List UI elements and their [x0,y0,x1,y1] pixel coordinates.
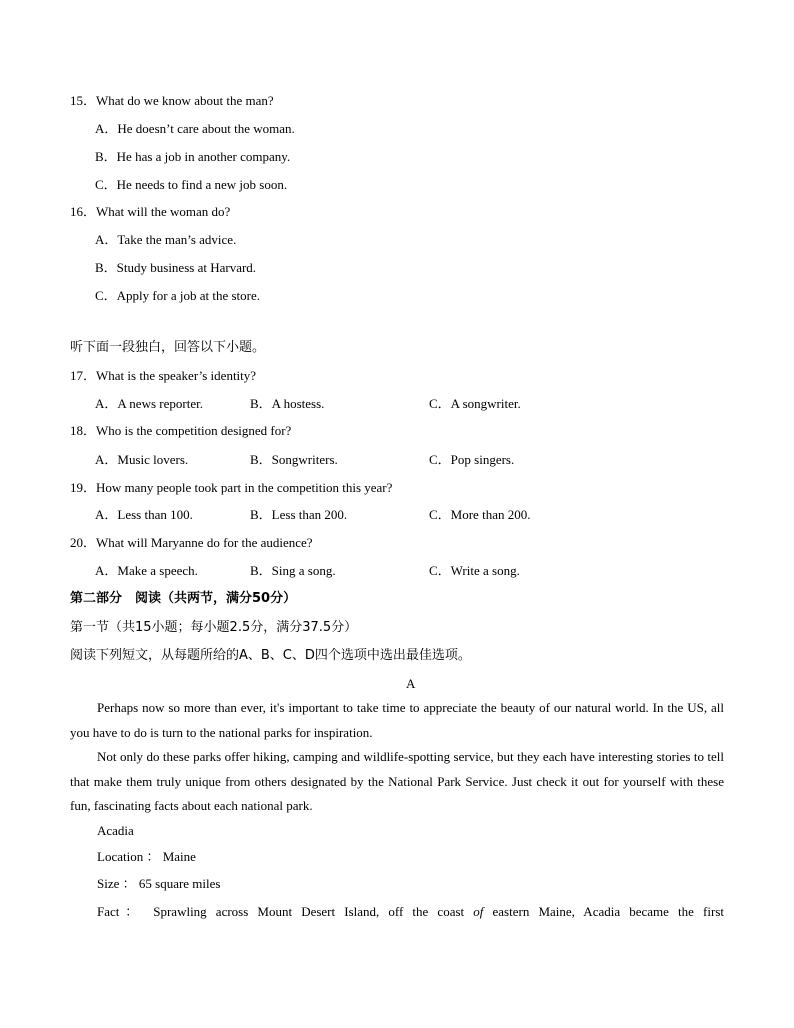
park-location: Location ： Maine [97,849,196,864]
question-16: 16．What will the woman do? [70,204,231,219]
option-17a: A．A news reporter. [95,396,203,411]
option-17b: B．A hostess. [250,396,325,411]
park-name: Acadia [97,823,134,838]
option-19c: C．More than 200. [429,507,531,522]
paragraph-2: Not only do these parks offer hiking, camping and wildlife-spotting service, but they each have interesting stories to tell that make them truly unique from others designated by the National Park Service. Just check it out for yourself with these fun, fascinating facts about each national park. [70,749,724,813]
park-fact [97,900,724,924]
reading-instruction: 阅读下列短文，从每题所给的A、B、C、D四个选项中选出最佳选项。 [70,648,471,663]
option-20b: B．Sing a song. [250,563,336,578]
option-17c: C．A songwriter. [429,396,521,411]
option-16b: B．Study business at Harvard. [95,260,257,275]
passage-label: A [406,676,416,691]
park-fact-italic: of [473,904,484,919]
question-20: 20．What will Maryanne do for the audience? [70,535,313,550]
paragraph-1: Perhaps now so more than ever, it's important to take time to appreciate the beauty of our natural world. In the US, all you have to do is turn to the national parks for inspiration. [70,700,724,740]
question-17: 17．What is the speaker’s identity? [70,368,257,383]
option-16a: A．Take the man’s advice. [95,232,237,247]
park-fact-start: Fact： Sprawling across Mount Desert Island, off the coast [97,904,474,919]
option-18c: C．Pop singers. [429,452,515,467]
option-19b: B．Less than 200. [250,507,348,522]
option-20a: A．Make a speech. [95,563,198,578]
option-18a: A．Music lovers. [95,452,189,467]
question-19: 19．How many people took part in the competition this year? [70,480,393,495]
option-15b: B．He has a job in another company. [95,149,291,164]
park-fact-end: eastern Maine, Acadia became the first [483,904,724,919]
passage-body [70,696,724,819]
question-15: 15．What do we know about the man? [70,93,274,108]
option-15a: A．He doesn’t care about the woman. [95,121,295,136]
section-heading: 第二部分 阅读（共两节，满分50分） [70,591,297,606]
option-16c: C．Apply for a job at the store. [95,288,260,303]
section-subheading: 第一节（共15小题；每小题2.5分，满分37.5分） [70,620,358,635]
option-20c: C．Write a song. [429,563,520,578]
option-15c: C．He needs to find a new job soon. [95,177,288,192]
option-19a: A．Less than 100. [95,507,193,522]
park-size: Size ： 65 square miles [97,876,221,891]
question-18: 18．Who is the competition designed for? [70,423,292,438]
monologue-instruction: 听下面一段独白，回答以下小题。 [70,340,266,355]
option-18b: B．Songwriters. [250,452,338,467]
